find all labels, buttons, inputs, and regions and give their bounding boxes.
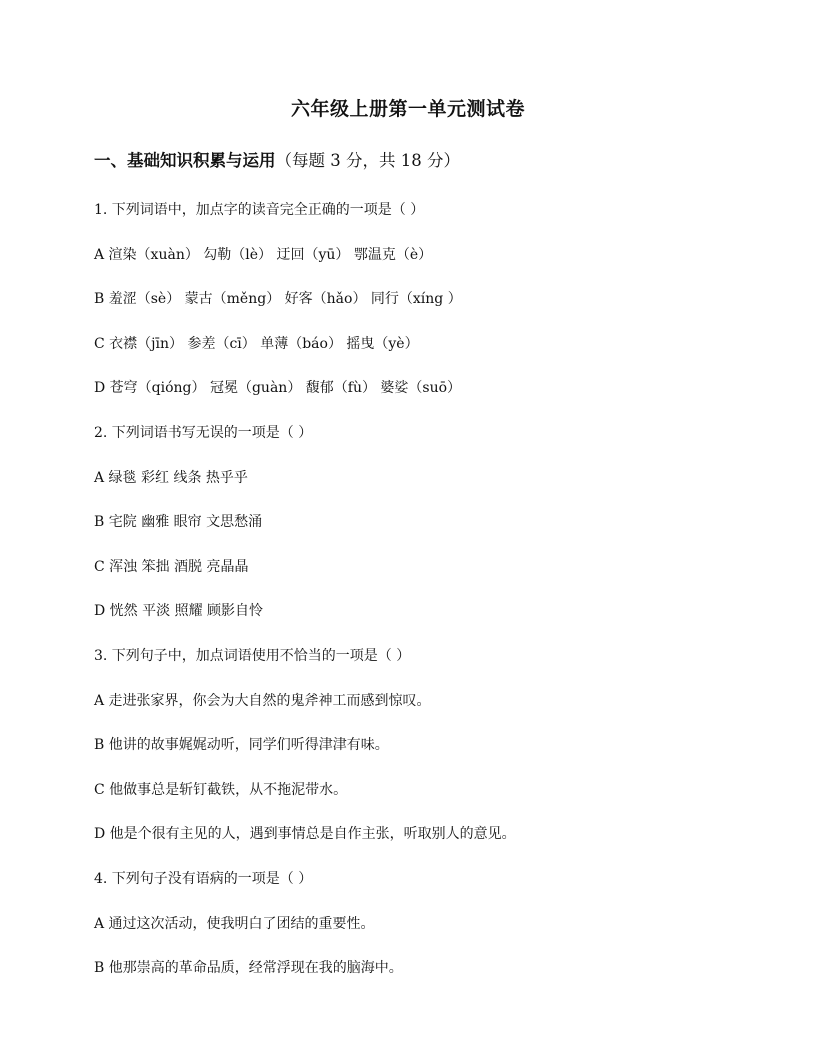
question-2-option-c: C 浑浊 笨拙 酒脱 亮晶晶 xyxy=(94,558,249,575)
question-1-option-b: B 羞涩（sè） 蒙古（měng） 好客（hǎo） 同行（xíng ） xyxy=(94,291,462,308)
question-2-option-d: D 恍然 平淡 照耀 顾影自怜 xyxy=(94,603,264,620)
question-1-stem: 1. 下列词语中，加点字的读音完全正确的一项是（ ） xyxy=(94,202,425,218)
question-4-option-a: A 通过这次活动，使我明白了团结的重要性。 xyxy=(94,915,375,932)
question-2-stem: 2. 下列词语书写无误的一项是（ ） xyxy=(94,424,313,441)
question-2-option-b: B 宅院 幽雅 眼帘 文思愁涌 xyxy=(94,514,263,531)
section-heading-label: 一、基础知识积累与运用 xyxy=(94,151,276,170)
question-3-option-c: C 他做事总是斩钉截铁，从不拖泥带水。 xyxy=(94,781,348,798)
question-3-option-d: D 他是个很有主见的人，遇到事情总是自作主张，听取别人的意见。 xyxy=(94,826,516,843)
question-3-stem: 3. 下列句子中，加点词语使用不恰当的一项是（ ） xyxy=(94,647,411,664)
section-score-note: （每题 3 分，共 18 分） xyxy=(275,151,460,170)
question-list xyxy=(94,199,754,1002)
question-3-option-b: B 他讲的故事娓娓动听，同学们听得津津有味。 xyxy=(94,737,389,754)
page-title: 六年级上册第一单元测试卷 xyxy=(290,98,525,120)
question-4-option-b: B 他那崇高的革命品质，经常浮现在我的脑海中。 xyxy=(94,960,403,977)
question-2-option-a: A 绿毯 彩红 线条 热乎乎 xyxy=(94,469,248,486)
question-1-option-c: C 衣襟（jīn） 参差（cī） 单薄（báo） 摇曳（yè） xyxy=(94,335,419,352)
question-3-option-a: A 走进张家界，你会为大自然的鬼斧神工而感到惊叹。 xyxy=(94,692,431,709)
question-4-stem: 4. 下列句子没有语病的一项是（ ） xyxy=(94,870,313,887)
section-heading xyxy=(94,150,460,172)
question-1-option-a: A 渲染（xuàn） 勾勒（lè） 迂回（yū） 鄂温克（è） xyxy=(94,246,433,263)
question-1-option-d: D 苍穹（qióng） 冠冕（guàn） 馥郁（fù） 婆娑（suō） xyxy=(94,380,462,397)
